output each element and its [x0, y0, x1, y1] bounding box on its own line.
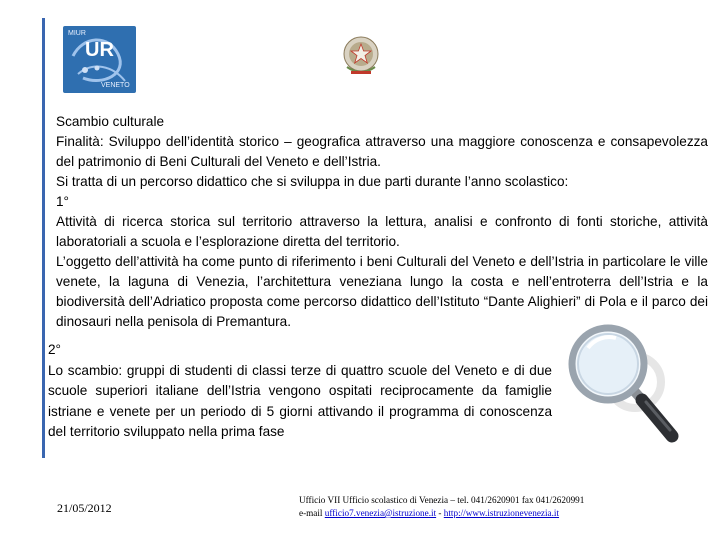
- logo-letter-u: UR: [85, 39, 114, 61]
- footer-separator: -: [436, 508, 444, 518]
- part1-oggetto-paragraph: L’oggetto dell’attività ha come punto di riferimento i beni Culturali del Veneto e dell’Istria in particolare le ville venete, la laguna di Venezia, l’architettura veneziana lungo la costa e nell’entroterra dell’Istria e la biodiversità dell’Adriatico proposta come percorso didattico dell’Istituto “Dante Alighieri” di Pola e il parco dei dinosauri nella penisola di Premantura.: [56, 254, 708, 329]
- footer-website-link[interactable]: http://www.istruzionevenezia.it: [443, 508, 560, 518]
- finalita-paragraph: Finalità: Sviluppo dell’identità storico – geografica attraverso una maggiore conoscenza e consapevolezza del patrimonio di Beni Culturali del Veneto e dell’Istria.: [56, 134, 708, 169]
- intro-paragraph: Si tratta di un percorso didattico che si sviluppa in due parti durante l’anno scolastico:: [56, 174, 569, 189]
- miur-veneto-logo: [63, 26, 136, 93]
- footer-date: 21/05/2012: [57, 501, 112, 515]
- part2-block: [48, 340, 552, 443]
- footer-office-line: Ufficio VII Ufficio scolastico di Venezia – tel. 041/2620901 fax 041/2620991: [299, 495, 585, 505]
- footer-email-link[interactable]: ufficio7.venezia@istruzione.it: [324, 508, 437, 518]
- left-accent-bar: [42, 18, 45, 458]
- part2-paragraph: Lo scambio: gruppi di studenti di classi terze di quattro scuole del Veneto e di due scuole superiori italiane dell’Istria vengono ospitati reciprocamente da famiglie istriane e venete per un periodo di 5 giorni attivando il programma di conoscenza del territorio sviluppato nella prima fase: [48, 362, 552, 439]
- footer-email-prefix: e-mail: [299, 508, 325, 518]
- logo-label-top: MIUR: [68, 30, 86, 37]
- part2-label: 2°: [48, 342, 61, 357]
- part1-paragraph: Attività di ricerca storica sul territorio attraverso la lettura, analisi e confronto di fonti storiche, attività laboratoriali a scuola e l’esplorazione diretta del territorio.: [56, 214, 708, 249]
- magnifier-icon: [560, 322, 710, 450]
- part1-label: 1°: [56, 194, 69, 209]
- italian-republic-emblem: [341, 33, 381, 79]
- page-title: Scambio culturale: [56, 114, 165, 129]
- footer-office-info: [299, 494, 584, 520]
- logo-label-bottom: VENETO: [101, 82, 130, 89]
- main-text-block: [56, 112, 708, 332]
- footer-contacts: [299, 507, 584, 520]
